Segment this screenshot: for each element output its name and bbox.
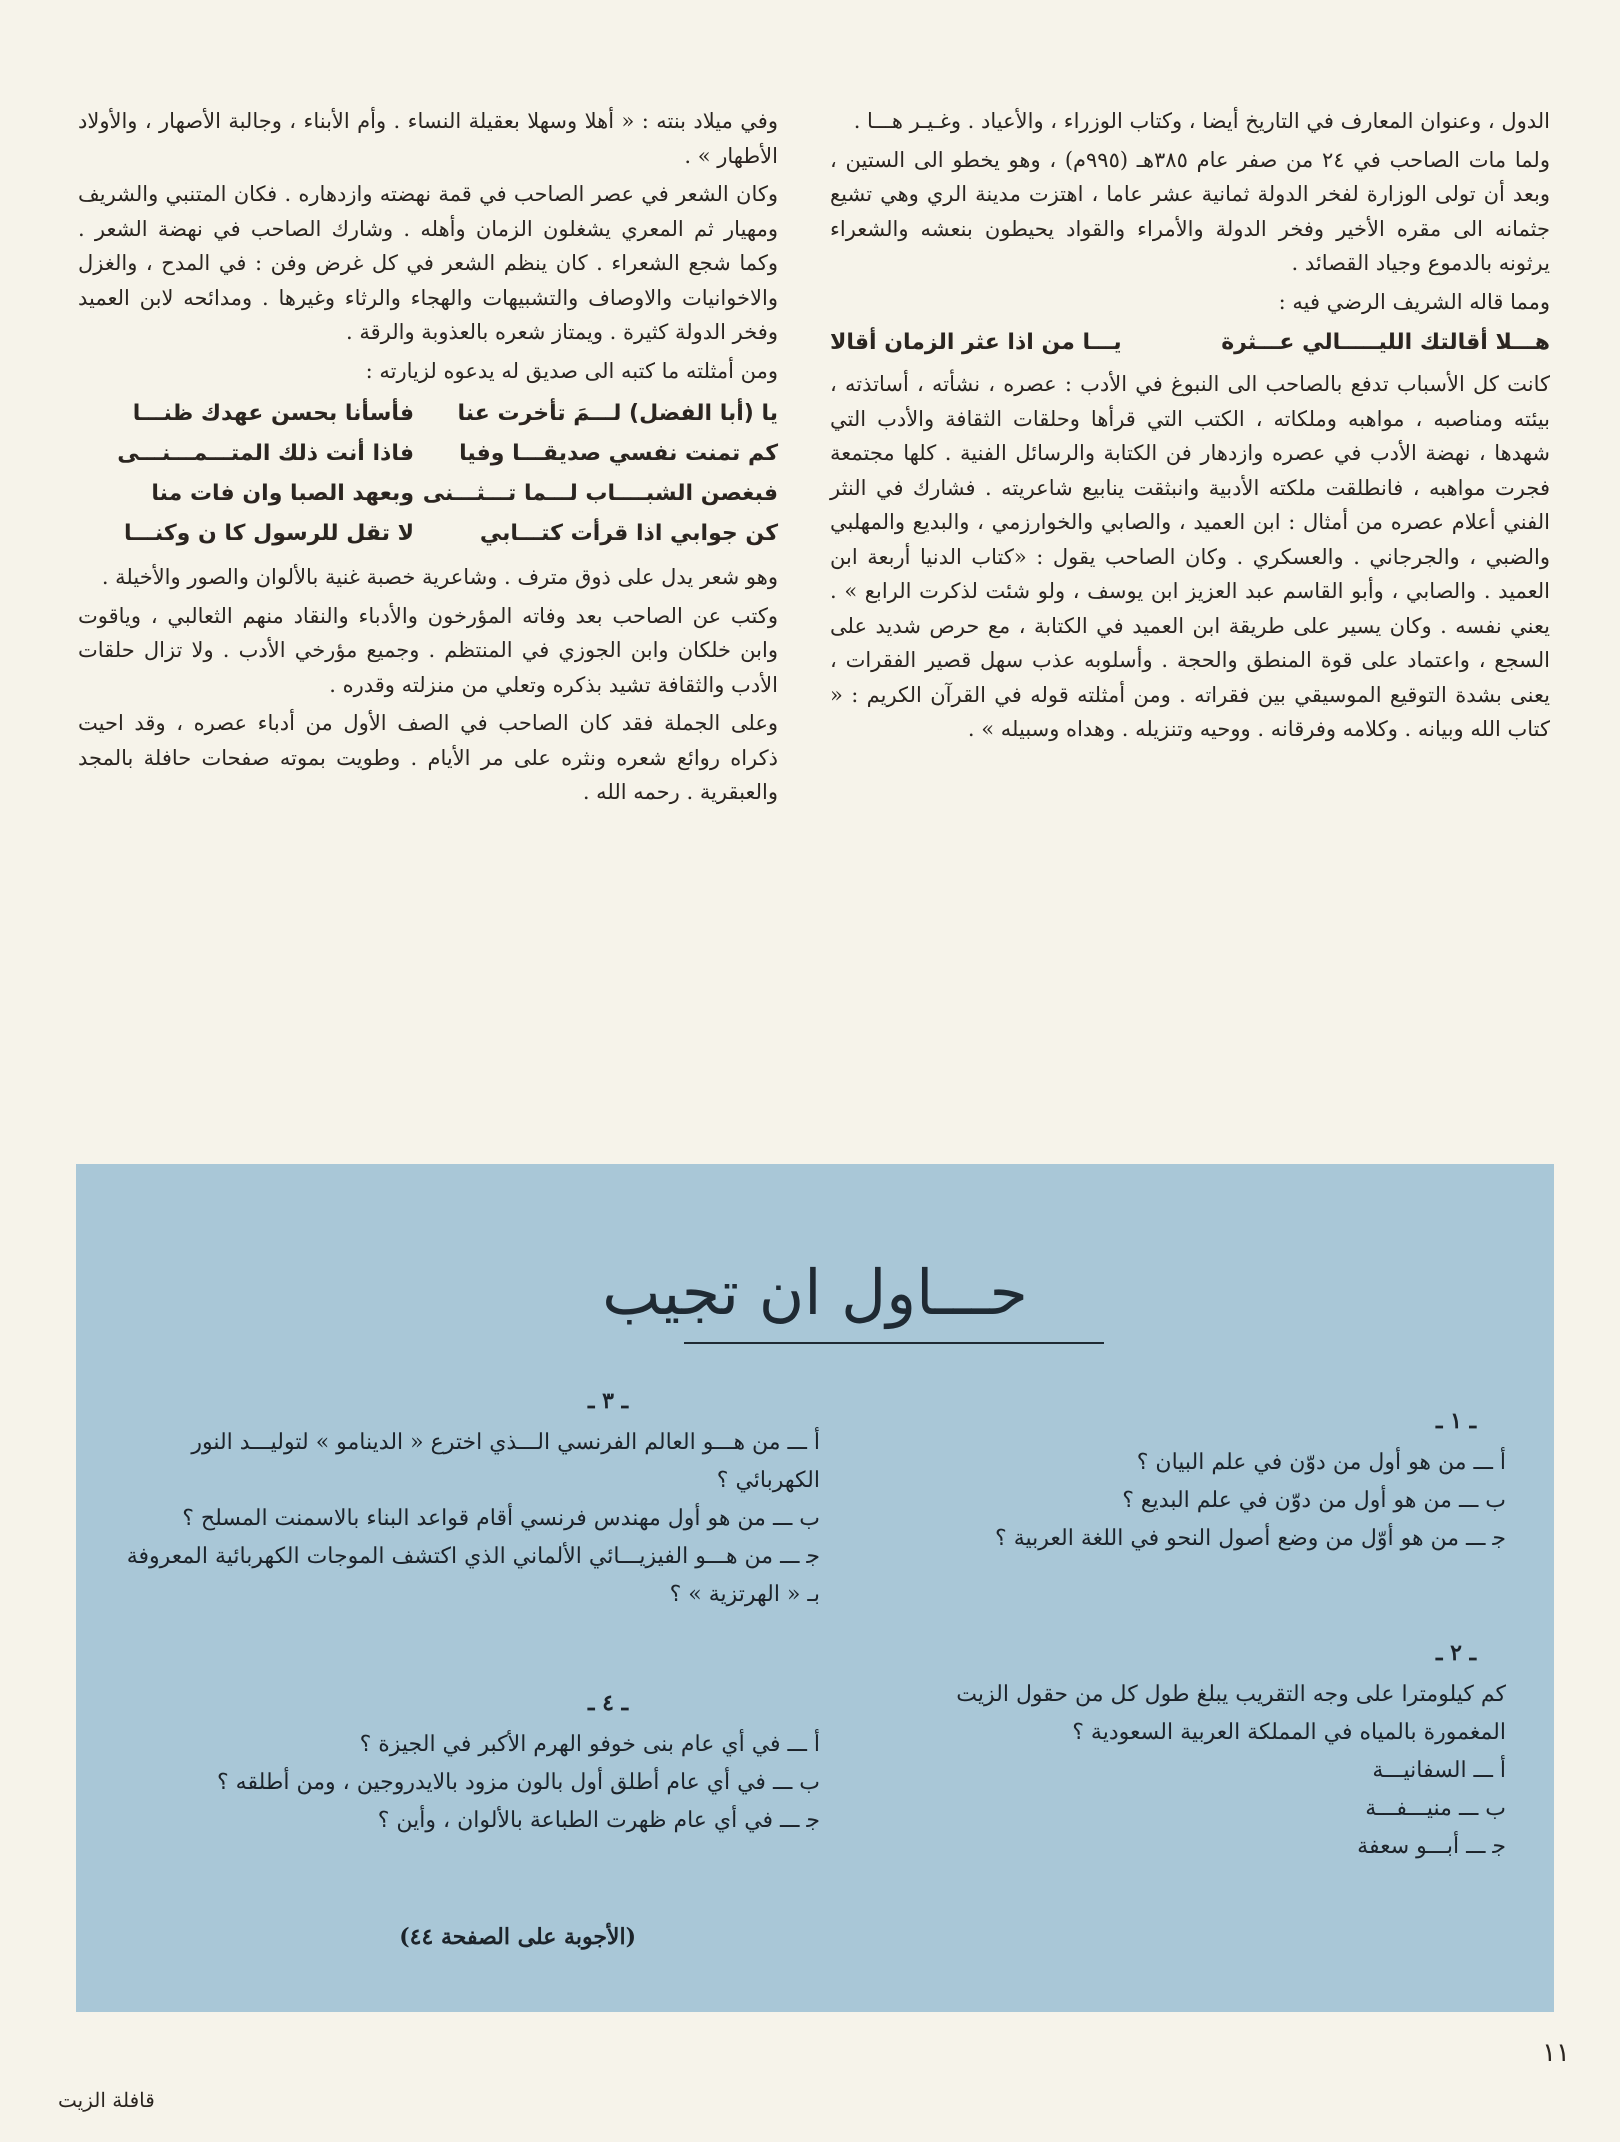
question-item: ﺟ ـــ في أي عام ظهرت الطباعة بالألوان ، وأين ؟ (377, 1808, 820, 1833)
verse-hemistich: هـــلا أقالتك الليـــــالي عـــثرة (1221, 330, 1550, 355)
paragraph: الدول ، وعنوان المعارف في التاريخ أيضا ، وكتاب الوزراء ، والأعياد . وغـيـر هـــا . (853, 109, 1550, 133)
quiz-panel (76, 1164, 1554, 2012)
question-item: أ ـــ في أي عام بنى خوفو الهرم الأكبر في الجيزة ؟ (359, 1732, 820, 1757)
question-item: ب ـــ من هو أول مهندس فرنسي أقام قواعد البناء بالاسمنت المسلح ؟ (182, 1506, 820, 1531)
question-item: أ ـــ من هو أول من دوّن في علم البيان ؟ (1136, 1450, 1506, 1475)
magazine-name: قافلة الزيت (58, 2088, 155, 2112)
question-item: أ ـــ من هـــو العالم الفرنسي الـــذي اخترع « الدينامو » لتوليـــد النور الكهربائي ؟ (191, 1430, 820, 1493)
paragraph: وفي ميلاد بنته : « أهلا وسهلا بعقيلة النساء . وأم الأبناء ، وجالبة الأصهار ، والأولاد الأطهار » . (78, 109, 778, 168)
question-number: ـ ٤ ـ (587, 1690, 629, 1716)
quiz-title: حـــاول ان تجيب (602, 1256, 1028, 1329)
paragraph: ومن أمثلته ما كتبه الى صديق له يدعوه لزيارته : (365, 358, 778, 383)
paragraph: ولما مات الصاحب في ٢٤ من صفر عام ٣٨٥هـ (٩٩٥م) ، وهو يخطو الى الستين ، وبعد أن تولى الوزارة لفخر الدولة ثمانية عشر عاما ، اهتزت مدينة الري وهي تشيع جثمانه الى مقره الأخير وفخر الدولة والأمراء والقواد يحيطون بنعشه والشعراء يرثونه بالدموع وجياد القصائد . (830, 147, 1550, 275)
paragraph: وكان الشعر في عصر الصاحب في قمة نهضته وازدهاره . فكان المتنبي والشريف ومهيار ثم المعري يشغلون الزمان وأهله . وشارك الصاحب في نهضة الشعر . وكما شجع الشعراء . كان ينظم الشعر في كل غرض وفن : في المدح ، والغزل والاخوانيات والاوصاف والتشبيهات والهجاء والرثاء وغيرها . ومدائحه لابن العميد وفخر الدولة كثيرة . ويمتاز شعره بالعذوبة والرقة . (78, 182, 778, 344)
question-block-4 (116, 1684, 820, 1840)
paragraph: ومما قاله الشريف الرضي فيه : (1278, 289, 1550, 314)
verse-hemistich: يا (أبا الفضل) لـــمَ تأخرت عنا (457, 401, 778, 426)
poem-verse (78, 474, 778, 514)
paragraph: وكتب عن الصاحب بعد وفاته المؤرخون والأدباء والنقاد منهم الثعالبي ، وياقوت وابن خلكان وابن الجوزي في المنتظم . وجميع مؤرخي الأدب . ولا تزال حلقات الأدب والثقافة تشيد بذكره وتعلي من منزلته وقدره . (78, 603, 778, 697)
question-intro: كم كيلومترا على وجه التقريب يبلغ طول كل من حقول الزيت المغمورة بالمياه في المملكة العربية السعودية ؟ (956, 1682, 1506, 1745)
paragraph: وهو شعر يدل على ذوق مترف . وشاعرية خصبة غنية بالألوان والصور والأخيلة . (101, 565, 778, 589)
verse-hemistich: فأسأنا بحسن عهدك ظنـــا (132, 401, 414, 426)
article-column-left (78, 104, 778, 814)
question-block-1 (886, 1402, 1506, 1558)
question-number: ـ ٢ ـ (1435, 1640, 1477, 1666)
poem-verse (78, 394, 778, 434)
question-item: ب ـــ منيـــفـــة (1365, 1796, 1506, 1821)
poem (78, 394, 778, 554)
verse-hemistich: لا تقل للرسول كا ن وكنـــا (124, 521, 414, 546)
question-item: ﺟ ـــ من هـــو الفيزيـــائي الألماني الذي اكتشف الموجات الكهربائية المعروفة بـ « الهرتزية » ؟ (126, 1544, 820, 1607)
answers-note: (الأجوبة على الصفحة ٤٤) (399, 1924, 636, 1950)
article-column-right (830, 104, 1550, 751)
question-block-2 (886, 1634, 1506, 1866)
verse-hemistich: كم تمنت نفسي صديقـــا وفيا (459, 441, 778, 466)
question-item: ب ـــ من هو أول من دوّن في علم البديع ؟ (1122, 1488, 1506, 1513)
verse-hemistich: فبغصن الشبــــاب لـــما تـــثـــنى (422, 481, 778, 506)
question-item: أ ـــ السفانيـــة (1372, 1758, 1506, 1783)
question-item: ﺟ ـــ من هو أوّل من وضع أصول النحو في اللغة العربية ؟ (995, 1526, 1506, 1551)
question-number: ـ ١ ـ (1435, 1408, 1477, 1434)
verse-hemistich: كن جوابي اذا قرأت كتـــابي (479, 521, 778, 546)
question-item: ﺟ ـــ أبـــو سعفة (1357, 1834, 1506, 1859)
paragraph: وعلى الجملة فقد كان الصاحب في الصف الأول من أدباء عصره ، وقد احيت ذكراه روائع شعره ونثره على مر الأيام . وطويت بموته صفحات حافلة بالمجد والعبقرية . رحمه الله . (78, 711, 778, 804)
page-number: ١١ (1542, 2038, 1570, 2068)
title-underline (684, 1342, 1104, 1344)
verse-hemistich: وبعهد الصبا وان فات منا (151, 481, 414, 506)
question-block-3 (116, 1382, 820, 1614)
verse-hemistich: يـــا من اذا عثر الزمان أقالا (830, 330, 1122, 355)
poem-verse (78, 434, 778, 474)
verse-hemistich: فاذا أنت ذلك المتـــمـــنـــى (117, 441, 414, 466)
poem-verse (78, 514, 778, 554)
poem-verse (830, 323, 1550, 363)
question-number: ـ ٣ ـ (587, 1388, 629, 1414)
paragraph: كانت كل الأسباب تدفع بالصاحب الى النبوغ في الأدب : عصره ، نشأته ، أساتذته ، بيئته ومناصبه ، مواهبه وملكاته ، الكتب التي قرأها وحلقات الثقافة والأدب التي شهدها ، نهضة الأدب في عصره وازدهار فن الكتابة والرسائل الفنية . كلها مجتمعة فجرت مواهبه ، فانطلقت ملكته الأدبية وانبثقت ينابيع شاعريته . فشارك في النثر الفني أعلام عصره من أمثال : ابن العميد ، والصابي والخوارزمي ، والبديع والمهلبي والضبي ، والجرجاني . والعسكري . وكان الصاحب يقول : «كتاب الدنيا أربعة ابن العميد . والصابي ، وأبو القاسم عبد العزيز ابن يوسف ، ولو شئت لذكرت الرابع » . يعني نفسه . وكان يسير على طريقة ابن العميد في الكتابة ، مع حرص شديد على السجع ، واعتماد على قوة المنطق والحجة . وأسلوبه عذب سهل قصير الفقرات ، يعنى بشدة التوقيع الموسيقي بين فقراته . ومن أمثلته قوله في القرآن الكريم : « كتاب الله وبيانه . وكلامه وفرقانه . ووحيه وتنزيله . وهداه وسبيله » . (830, 372, 1550, 741)
question-item: ب ـــ في أي عام أطلق أول بالون مزود بالايدروجين ، ومن أطلقه ؟ (216, 1770, 820, 1795)
